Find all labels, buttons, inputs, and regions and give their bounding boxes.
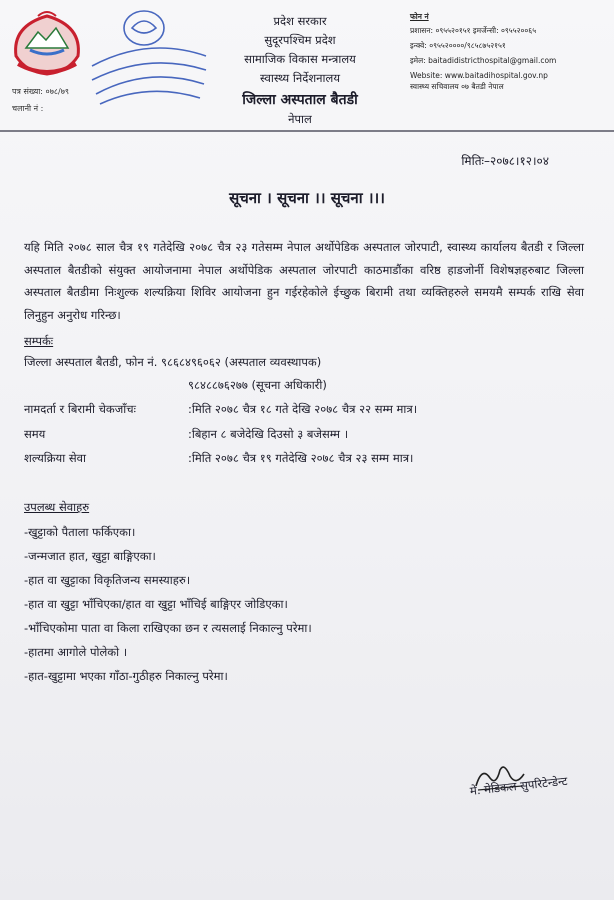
org-line-1: प्रदेश सरकार [273, 14, 327, 28]
contact-line: इन्क्वे: ०९५५२००००/९८५८७५२१५१ [410, 41, 506, 50]
email-line: इमेल: baitadidistricthospital@gmail.com [410, 56, 557, 65]
dispatch-number: चलानी नं : [12, 104, 44, 113]
contact-label: सम्पर्कः [24, 334, 54, 348]
header-divider [0, 130, 614, 132]
contact-heading: फोन नं [410, 12, 429, 21]
service-item: -भाँचिएकोमा पाता वा किला राखिएका छन र त्यसलाई निकाल्नु परेमा। [24, 621, 312, 635]
services-heading: उपलब्ध सेवाहरु [24, 500, 90, 514]
nepal-emblem-icon [8, 6, 86, 80]
service-item: -जन्मजात हात, खुट्टा बाङ्गिएका। [24, 549, 156, 563]
detail-label: नामदर्ता र बिरामी चेकजाँचः [24, 402, 136, 416]
service-item: -हात वा खुट्टाका विकृतिजन्य समस्याहरु। [24, 573, 191, 587]
notice-title: सूचना । सूचना ।। सूचना ।।। [229, 189, 385, 207]
detail-label: शल्यक्रिया सेवा [24, 451, 87, 465]
notice-paragraph: यहि मिति २०७८ साल चैत्र १९ गतेदेखि २०७८ चैत्र २३ गतेसम्म नेपाल अर्थोपेडिक अस्पताल जोरपाटी, स्वास्थ्य कार्यालय बैतडी र जिल्ला अस्पताल बैतडीको संयुक्त आयोजनामा नेपाल अर्थोपेडिक अस्पताल जोरपाटी काठमाडौंका वरिष्ठ हाडजोर्नी विशेषज्ञहरुबाट जिल्ला अस्पताल बैतडीमा निःशुल्क शल्यक्रिया शिविर आयोजना हुन गईरहेकोले ईच्छुक बिरामी तथा व्यक्तिहरुले समयमै सम्पर्क राखि सेवा लिनुहुन अनुरोध गरिन्छ। [24, 240, 584, 322]
contact-phone-manager: जिल्ला अस्पताल बैतडी, फोन नं. ९८६८४९६०६२ (अस्पताल व्यवस्थापक) [24, 355, 322, 369]
website-line: Website: www.baitadihospital.gov.np [410, 71, 548, 80]
detail-label: समय [24, 427, 46, 441]
org-line-4: स्वास्थ्य निर्देशनालय [260, 71, 340, 85]
service-item: -हात-खुट्टामा भएका गाँठा-गुठीहरु निकाल्नु परेमा। [24, 669, 228, 683]
service-item: -हातमा आगोले पोलेको । [24, 645, 128, 659]
service-item: -हात वा खुट्टा भाँचिएका/हात वा खुट्टा भाँचिई बाङ्गिएर जोडिएका। [24, 597, 288, 611]
contact-phone-info-officer: ९८४८८७६२७७ (सूचना अधिकारी) [188, 378, 327, 392]
hospital-name: जिल्ला अस्पताल बैतडी [242, 92, 358, 108]
org-line-3: सामाजिक विकास मन्त्रालय [244, 52, 356, 66]
org-line-2: सुदूरपश्चिम प्रदेश [264, 33, 336, 47]
contact-line: प्रशासन: ०९५५२०१५१ इमर्जेन्सी: ०९५५२००६५ [410, 26, 537, 35]
signatory-title: मे. मेडिकल सुपरिटेन्डेन्ट [469, 773, 569, 798]
address-line: स्वास्थ्य सचिवालय ०७ बैतडी नेपाल [410, 82, 504, 91]
detail-value: :मिति २०७८ चैत्र १८ गते देखि २०७८ चैत्र २२ सम्म मात्र। [188, 402, 418, 416]
notice-date: मितिः–२०७८।१२।०४ [461, 154, 549, 168]
detail-value: :बिहान ८ बजेदेखि दिउसो ३ बजेसम्म । [188, 427, 349, 441]
reference-number: पत्र संख्या: ०७८/७९ [12, 87, 70, 96]
detail-value: :मिति २०७८ चैत्र १९ गतेदेखि २०७८ चैत्र २३ सम्म मात्र। [188, 451, 414, 465]
service-item: -खुट्टाको पैताला फर्किएका। [24, 525, 136, 539]
country-name: नेपाल [288, 112, 312, 126]
office-stamp-icon [88, 6, 208, 106]
